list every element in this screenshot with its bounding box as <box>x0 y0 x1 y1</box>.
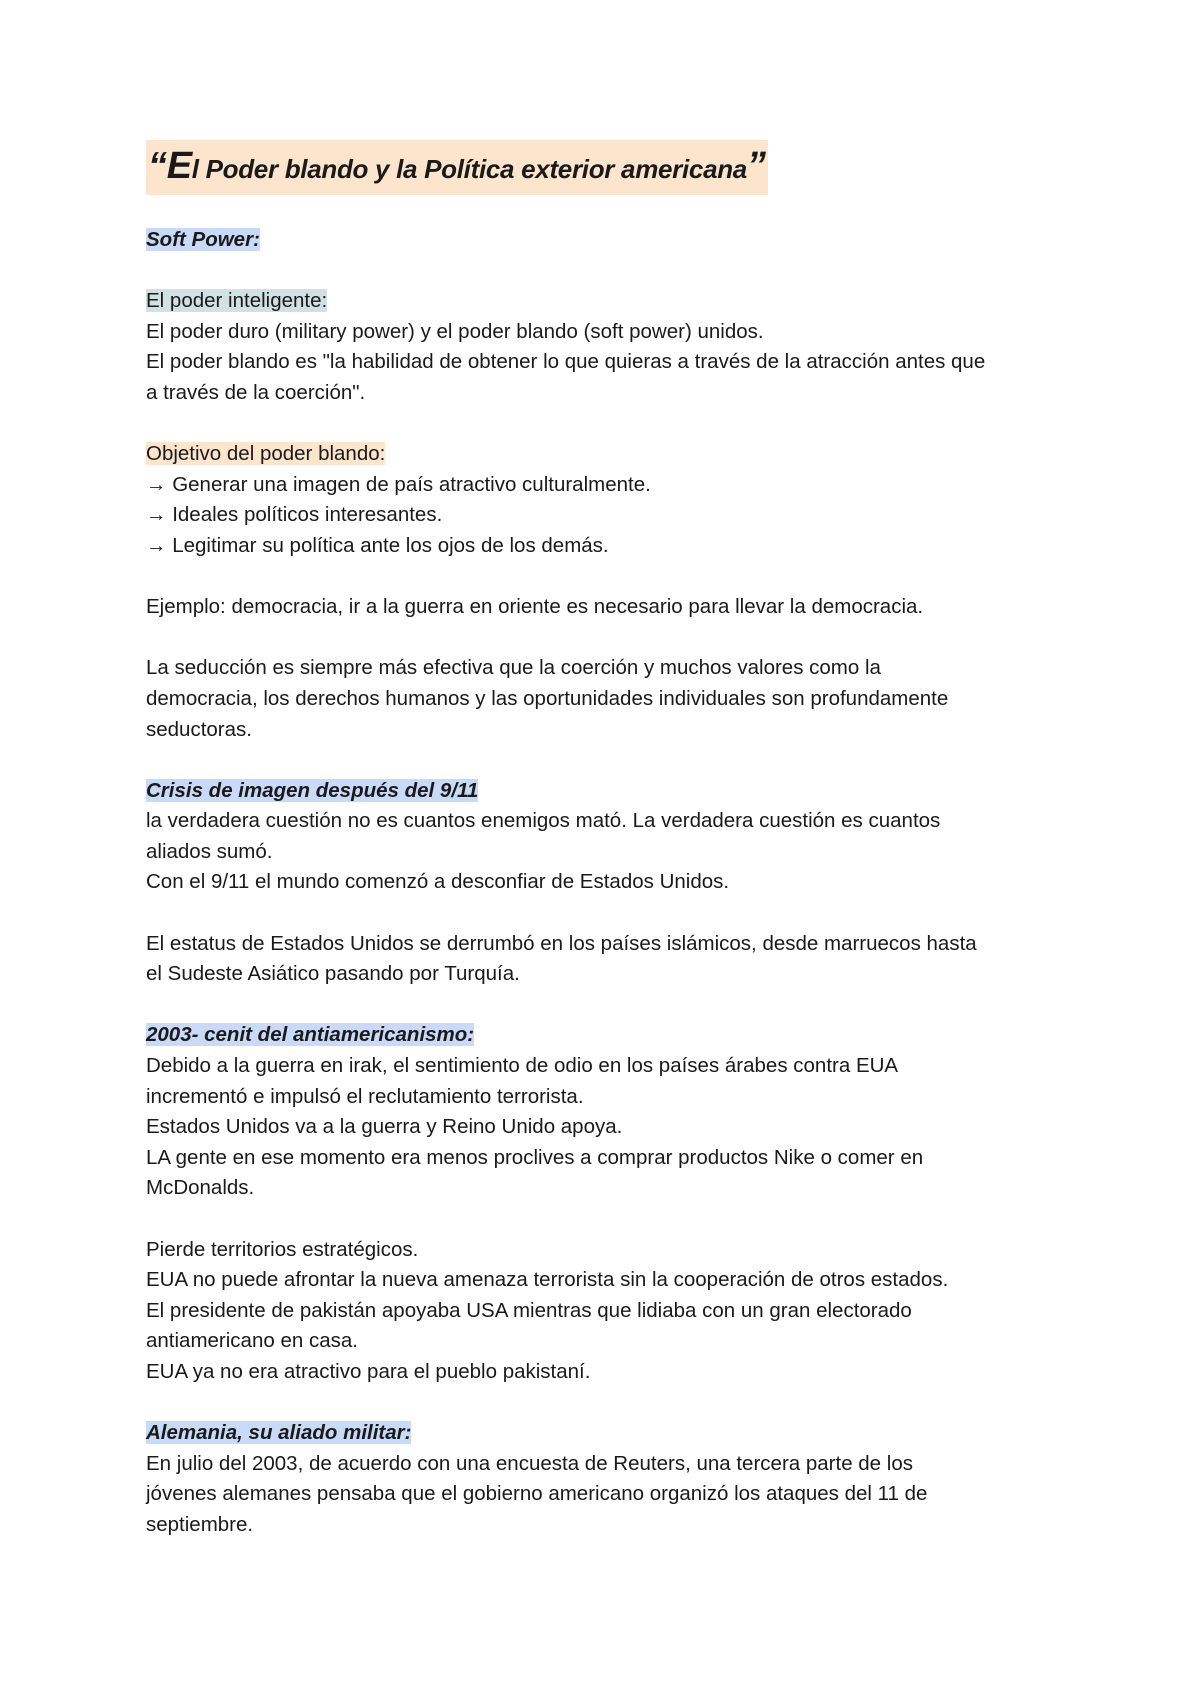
paragraph-line: Con el 9/11 el mundo comenzó a desconfiar de Estados Unidos. <box>146 870 730 894</box>
territorios-section <box>146 1235 1076 1388</box>
paragraph-line: incrementó e impulsó el reclutamiento terrorista. <box>146 1084 584 1108</box>
paragraph-line: jóvenes alemanes pensaba que el gobierno americano organizó los ataques del 11 de <box>146 1482 928 1506</box>
paragraph-line: el Sudeste Asiático pasando por Turquía. <box>146 962 520 986</box>
paragraph-line: seductoras. <box>146 717 252 741</box>
cenit-section <box>146 1020 1076 1204</box>
paragraph-line: Pierde territorios estratégicos. <box>146 1237 419 1261</box>
document-page <box>146 140 1076 1571</box>
title-open-quote: “ <box>148 145 167 187</box>
estatus-section <box>146 929 1076 990</box>
paragraph-line: La seducción es siempre más efectiva que la coerción y muchos valores como la <box>146 656 881 680</box>
paragraph-line: En julio del 2003, de acuerdo con una encuesta de Reuters, una tercera parte de los <box>146 1451 913 1475</box>
list-item: → Generar una imagen de país atractivo culturalmente. <box>146 472 651 496</box>
paragraph-line: LA gente en ese momento era menos proclives a comprar productos Nike o comer en <box>146 1145 924 1169</box>
poder-inteligente-section <box>146 286 1076 408</box>
paragraph-line: a través de la coerción". <box>146 380 366 404</box>
cenit-heading: 2003- cenit del antiamericanismo: <box>146 1023 475 1047</box>
paragraph-line: EUA no puede afrontar la nueva amenaza terrorista sin la cooperación de otros estados. <box>146 1268 949 1292</box>
soft-power-heading: Soft Power: <box>146 228 260 251</box>
paragraph-line: El poder duro (military power) y el poder blando (soft power) unidos. <box>146 319 764 343</box>
title-close-quote: ” <box>746 145 766 187</box>
list-item: → Legitimar su política ante los ojos de los demás. <box>146 533 609 557</box>
paragraph-line: septiembre. <box>146 1512 254 1536</box>
paragraph-line: EUA ya no era atractivo para el pueblo pakistaní. <box>146 1359 591 1383</box>
alemania-heading: Alemania, su aliado militar: <box>146 1421 412 1445</box>
paragraph-line: El poder blando es "la habilidad de obtener lo que quieras a través de la atracción antes que <box>146 350 986 374</box>
crisis-section <box>146 776 1076 898</box>
paragraph-line: la verdadera cuestión no es cuantos enemigos mató. La verdadera cuestión es cuantos <box>146 809 941 833</box>
paragraph-line: El presidente de pakistán apoyaba USA mientras que lidiaba con un gran electorado <box>146 1298 912 1322</box>
document-title <box>146 140 768 195</box>
crisis-heading: Crisis de imagen después del 9/11 <box>146 778 479 802</box>
paragraph-line: Debido a la guerra en irak, el sentimiento de odio en los países árabes contra EUA <box>146 1054 899 1078</box>
soft-power-section <box>146 225 1076 256</box>
paragraph-line: Estados Unidos va a la guerra y Reino Unido apoya. <box>146 1115 623 1139</box>
objetivo-label: Objetivo del poder blando: <box>146 442 386 466</box>
paragraph-line: El estatus de Estados Unidos se derrumbó en los países islámicos, desde marruecos hasta <box>146 931 977 955</box>
alemania-section <box>146 1418 1076 1540</box>
paragraph-line: democracia, los derechos humanos y las oportunidades individuales son profundamente <box>146 686 949 710</box>
ejemplo-section <box>146 592 1076 623</box>
paragraph-line: antiamericano en casa. <box>146 1329 358 1353</box>
objetivo-section <box>146 439 1076 561</box>
title-text: l Poder blando y la Política exterior americana <box>191 154 747 184</box>
ejemplo-text: Ejemplo: democracia, ir a la guerra en oriente es necesario para llevar la democracia. <box>146 595 924 619</box>
title-first-letter: E <box>166 145 192 187</box>
seduccion-section <box>146 653 1076 745</box>
paragraph-line: aliados sumó. <box>146 839 273 863</box>
document-title-block <box>146 140 1076 195</box>
paragraph-line: McDonalds. <box>146 1176 255 1200</box>
list-item: → Ideales políticos interesantes. <box>146 503 443 527</box>
poder-inteligente-label: El poder inteligente: <box>146 289 328 313</box>
